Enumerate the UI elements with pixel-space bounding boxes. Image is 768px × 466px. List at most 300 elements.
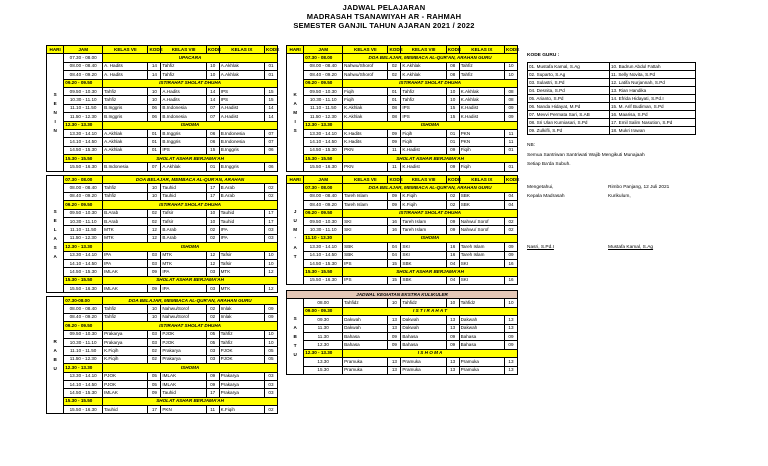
schedule-cell: 08.00 - 08.40 <box>64 62 103 70</box>
schedule-table-3 <box>286 45 518 172</box>
schedule-cell: SKI <box>401 243 446 251</box>
table-row <box>287 332 518 340</box>
schedule-cell: IMLAK <box>103 285 148 293</box>
schedule-cell: 06 <box>206 129 219 137</box>
time-cell: 15.30 - 15.50 <box>64 397 103 405</box>
table-row <box>287 243 518 251</box>
schedule-cell: 12 <box>148 226 161 234</box>
schedule-cell: 14.10 - 14.50 <box>64 259 103 267</box>
schedule-cell: 08.00 - 08.40 <box>64 184 103 192</box>
teacher-code-cell: 16. Maarisa, S.Pd <box>610 111 696 119</box>
schedule-cell: 01 <box>148 138 161 146</box>
schedule-cell: IPS <box>219 87 264 95</box>
schedule-cell: B.Indonesia <box>161 104 206 112</box>
table-row <box>47 406 278 414</box>
day-label: K A M I S <box>287 54 304 171</box>
schedule-cell: 02 <box>446 192 459 200</box>
schedule-cell: Fiqih <box>343 87 388 95</box>
schedule-cell: PJOK <box>103 372 148 380</box>
schedule-cell: 11 <box>206 406 219 414</box>
schedule-cell: PJOK <box>219 355 264 363</box>
schedule-cell: Tauhid <box>219 209 264 217</box>
schedule-cell: 03 <box>148 259 161 267</box>
schedule-cell: 15 <box>388 259 401 267</box>
table-row <box>287 163 518 171</box>
schedule-cell: 13 <box>446 358 459 366</box>
activity-banner: UPACARA <box>103 54 278 62</box>
schedule-cell: 07 <box>206 113 219 121</box>
schedule-cell: SBK <box>343 251 388 259</box>
schedule-cell: 08.40 - 09.20 <box>64 71 103 79</box>
table-row <box>47 259 278 267</box>
activity-banner: I S T I R A H A T <box>343 307 518 315</box>
schedule-cell: Prakarya <box>161 355 206 363</box>
schedule-cell: 01 <box>388 96 401 104</box>
activity-banner: SHOLAT ASHAR BERJAMA'AH <box>103 397 278 405</box>
schedule-cell: Tafsir <box>161 209 206 217</box>
schedule-cell: A. Hadits <box>103 62 148 70</box>
column-header: JAM <box>304 176 343 184</box>
schedule-cell: A.Hadits <box>161 96 206 104</box>
table-row <box>47 121 278 129</box>
schedule-cell: 10 <box>446 87 459 95</box>
table-row <box>287 121 518 129</box>
schedule-cell: 16 <box>505 276 518 284</box>
time-cell: 15.30 - 15.50 <box>64 155 103 163</box>
schedule-cell: IMLAK <box>161 372 206 380</box>
schedule-cell: MTK <box>219 285 264 293</box>
schedule-cell: 10 <box>148 96 161 104</box>
table-row <box>287 62 518 70</box>
schedule-table-1 <box>46 175 278 293</box>
schedule-cell: Prakarya <box>161 347 206 355</box>
schedule-cell: K.Fiqih <box>103 347 148 355</box>
schedule-cell: K.Akhlak <box>459 87 504 95</box>
schedule-cell: Tauhid <box>161 192 206 200</box>
table-row <box>47 276 278 284</box>
column-header: KODE <box>206 46 219 54</box>
schedule-cell: 11.10 - 11.50 <box>64 104 103 112</box>
schedule-cell: 01 <box>505 146 518 154</box>
schedule-cell: A.Hadist <box>219 104 264 112</box>
table-row <box>287 316 518 324</box>
activity-banner: ISHOMA <box>343 234 518 242</box>
schedule-cell: 09 <box>388 129 401 137</box>
schedule-cell: Prakarya <box>219 372 264 380</box>
schedule-table-0 <box>46 45 278 172</box>
table-row <box>287 259 518 267</box>
column-header: KELAS VIII <box>401 46 446 54</box>
table-row <box>47 243 278 251</box>
schedule-cell: 05 <box>206 330 219 338</box>
schedule-cell: 09 <box>446 163 459 171</box>
table-row <box>287 217 518 225</box>
schedule-cell: 09 <box>388 138 401 146</box>
schedule-cell: K.Hadist <box>459 104 504 112</box>
schedule-cell: 14.50 - 15.30 <box>304 259 343 267</box>
column-header: KELAS IX <box>459 46 504 54</box>
table-row <box>287 79 518 87</box>
table-row <box>287 324 518 332</box>
schedule-cell: 11.30 <box>304 332 343 340</box>
table-row <box>47 54 278 62</box>
activity-banner: I S H O M A <box>343 349 518 357</box>
teacher-code-cell: 01. Mustafa Kamal, S.Ag <box>528 63 610 71</box>
table-row <box>47 129 278 137</box>
schedule-cell: 16 <box>388 217 401 225</box>
schedule-cell: 16 <box>446 243 459 251</box>
schedule-cell: 08.00 - 08.40 <box>304 192 343 200</box>
schedule-cell: 09 <box>505 104 518 112</box>
schedule-cell: Pramuka <box>343 358 388 366</box>
schedule-cell: Fiqih <box>401 138 446 146</box>
column-header: KELAS IX <box>459 176 504 184</box>
schedule-cell: Pramuka <box>343 366 388 374</box>
schedule-cell: 10 <box>388 299 401 307</box>
schedule-cell: 11.50 - 12.30 <box>64 234 103 242</box>
schedule-cell: 02 <box>388 62 401 70</box>
schedule-cell: 05 <box>148 380 161 388</box>
schedule-cell: 07 <box>265 138 278 146</box>
schedule-cell: IPS <box>401 113 446 121</box>
time-cell: 15.30 - 15.50 <box>64 276 103 284</box>
table-row <box>47 184 278 192</box>
schedule-cell: A.Akhlak <box>103 138 148 146</box>
column-header: KODE <box>446 46 459 54</box>
schedule-cell: 09.50 - 10.30 <box>304 87 343 95</box>
schedule-cell: 15.50 - 16.30 <box>64 406 103 414</box>
schedule-cell: Bahasa <box>459 341 504 349</box>
schedule-cell: K.Hadits <box>343 129 388 137</box>
schedule-cell: 12 <box>148 234 161 242</box>
time-cell: 11.10 - 13.30 <box>304 234 343 242</box>
schedule-cell: 03 <box>206 285 219 293</box>
schedule-cell: B.Inggris <box>161 129 206 137</box>
teacher-code-cell: 06. Nanda Hidayat, M.Pd <box>528 103 610 111</box>
table-row <box>47 355 278 363</box>
time-cell: 09.20 - 09.50 <box>304 209 343 217</box>
schedule-cell: B.Inggris <box>219 146 264 154</box>
table-row <box>47 380 278 388</box>
table-row <box>47 146 278 154</box>
column-header: JAM <box>304 46 343 54</box>
schedule-cell: 10 <box>505 71 518 79</box>
activity-banner: DOA BELAJAR, MEMBACA AL-QUR'AN, ARAHAN <box>103 176 278 184</box>
schedule-cell: K.Fiqih <box>103 355 148 363</box>
schedule-cell: 05 <box>148 372 161 380</box>
schedule-cell: K.Hadist <box>459 113 504 121</box>
schedule-cell: 08.40 - 09.20 <box>64 192 103 200</box>
table-header-row <box>47 46 278 54</box>
schedule-cell: Tauhid <box>161 184 206 192</box>
table-row <box>287 192 518 200</box>
schedule-cell: 14 <box>265 104 278 112</box>
teacher-code-cell: 14. Efrida Hidayati, S.Pd.I <box>610 95 696 103</box>
schedule-cell: 10 <box>148 192 161 200</box>
schedule-cell: Pramuka <box>401 358 446 366</box>
teacher-code-cell: 13. Rian Handika <box>610 87 696 95</box>
day-label: S A B T U <box>287 299 304 375</box>
teacher-code-cell: 15. M. Arif Budiman, S.Pd <box>610 103 696 111</box>
schedule-cell: 04 <box>388 243 401 251</box>
table-row <box>287 349 518 357</box>
teacher-code-cell: 18. Mukri Irawan <box>610 127 696 135</box>
activity-banner: SHOLAT ASHAR BERJAMA'AH <box>343 268 518 276</box>
table-row <box>287 268 518 276</box>
schedule-cell: Fiqih <box>401 129 446 137</box>
schedule-cell: 09 <box>388 341 401 349</box>
schedule-cell: 12 <box>264 268 277 276</box>
schedule-cell: 06 <box>148 113 161 121</box>
schedule-cell: A.Hadist <box>219 113 264 121</box>
schedule-cell: 10 <box>264 338 277 346</box>
schedule-cell: SBK <box>401 259 446 267</box>
schedule-cell: Imlak <box>219 313 264 321</box>
schedule-cell: 14 <box>265 113 278 121</box>
note-line-1: Semua Santriwan Santriwati Wajib Mengikuti Munajaah <box>527 153 645 158</box>
table-row <box>47 163 278 171</box>
schedule-cell: Dakwah <box>401 324 446 332</box>
schedule-cell: PJOK <box>103 380 148 388</box>
table-row <box>287 104 518 112</box>
schedule-cell: 04 <box>505 201 518 209</box>
activity-banner: ISHOMA <box>343 121 518 129</box>
activity-banner: SHOLAT ASHAR BERJAMA'AH <box>103 276 278 284</box>
schedule-cell: B.Arab <box>219 192 264 200</box>
schedule-cell: IMLAK <box>161 380 206 388</box>
table-row <box>287 201 518 209</box>
schedule-cell: 09.50 - 10.30 <box>64 330 103 338</box>
schedule-cell: 02 <box>446 201 459 209</box>
schedule-cell: 09 <box>446 146 459 154</box>
table-row <box>47 96 278 104</box>
schedule-cell: 17 <box>206 184 219 192</box>
table-row <box>47 87 278 95</box>
schedule-cell: IPA <box>103 259 148 267</box>
schedule-cell: 09 <box>148 285 161 293</box>
table-row <box>47 217 278 225</box>
schedule-cell: 03 <box>206 268 219 276</box>
schedule-cell: 17 <box>206 192 219 200</box>
activity-banner: ISHOMA <box>103 121 278 129</box>
schedule-cell: K.Fiqih <box>219 406 264 414</box>
schedule-cell: 14 <box>148 62 161 70</box>
schedule-cell: 05 <box>264 347 277 355</box>
schedule-cell: Prakarya <box>219 389 264 397</box>
schedule-cell: 02 <box>505 217 518 225</box>
schedule-cell: 09 <box>148 389 161 397</box>
teacher-code-row <box>528 111 696 119</box>
schedule-cell: Dakwah <box>459 316 504 324</box>
schedule-cell: IPA <box>219 234 264 242</box>
table-row <box>47 268 278 276</box>
schedule-cell: Tahfiz <box>459 62 504 70</box>
schedule-cell: 08 <box>446 62 459 70</box>
schedule-cell: 14.10 - 14.50 <box>304 138 343 146</box>
schedule-cell: Tareh Islam <box>401 217 446 225</box>
schedule-cell: B.Arab <box>103 217 148 225</box>
schedule-cell: 05 <box>264 355 277 363</box>
schedule-cell: 08 <box>505 87 518 95</box>
column-header: KODE <box>446 176 459 184</box>
schedule-cell: 10.30 - 11.10 <box>64 96 103 104</box>
schedule-cell: 08 <box>446 71 459 79</box>
schedule-cell: 09 <box>148 268 161 276</box>
schedule-cell: A.Akhlak <box>103 146 148 154</box>
schedule-cell: 04 <box>505 192 518 200</box>
schedule-cell: B.Arab <box>219 184 264 192</box>
schedule-cell: Tahfiz <box>459 71 504 79</box>
table-row <box>47 285 278 293</box>
schedule-cell: 17 <box>206 389 219 397</box>
schedule-cell: IPS <box>161 146 206 154</box>
schedule-cell: Tahfiz <box>401 87 446 95</box>
schedule-cell: 12 <box>206 259 219 267</box>
table-row <box>287 146 518 154</box>
time-cell: 09.20 - 09.50 <box>64 201 103 209</box>
schedule-cell: Tareh Islam <box>459 251 504 259</box>
schedule-cell: 10 <box>264 259 277 267</box>
schedule-cell: Dakwah <box>459 324 504 332</box>
activity-banner: DOA BELAJAR, MEMBACA AL-QUR'AN, ARAHAN GURU <box>343 54 518 62</box>
schedule-cell: 10.30 - 11.10 <box>304 226 343 234</box>
table-row <box>287 209 518 217</box>
schedule-cell: 15.50 - 16.30 <box>64 163 103 171</box>
table-row <box>47 305 278 313</box>
schedule-cell: 02 <box>264 184 277 192</box>
schedule-cell: 02 <box>206 234 219 242</box>
schedule-cell: 10 <box>206 62 219 70</box>
schedule-cell: IPS <box>219 96 264 104</box>
activity-banner: ISHOMA <box>103 243 278 251</box>
table-row <box>47 234 278 242</box>
schedule-cell: 13 <box>446 366 459 374</box>
table-row <box>287 184 518 192</box>
schedule-cell: 11 <box>505 129 518 137</box>
schedule-cell: Tahfiz <box>219 330 264 338</box>
schedule-cell: Tahfiz <box>161 71 206 79</box>
schedule-cell: 04 <box>446 259 459 267</box>
schedule-cell: Tafsir <box>161 217 206 225</box>
table-row <box>47 297 278 305</box>
schedule-cell: 08 <box>505 96 518 104</box>
schedule-cell: Bahasa <box>401 332 446 340</box>
teacher-code-row <box>528 127 696 135</box>
column-header: HARI <box>47 46 64 54</box>
schedule-cell: 07 <box>206 104 219 112</box>
document-header <box>0 3 768 30</box>
schedule-cell: 05 <box>206 338 219 346</box>
schedule-cell: 08 <box>388 113 401 121</box>
table-row <box>287 358 518 366</box>
schedule-cell: 01 <box>388 87 401 95</box>
schedule-cell: IPS <box>343 276 388 284</box>
table-row <box>287 366 518 374</box>
schedule-cell: 09.50 - 10.30 <box>64 209 103 217</box>
schedule-cell: B.Inggris <box>219 163 264 171</box>
schedule-cell: Tahfiz <box>103 184 148 192</box>
schedule-cell: 13 <box>504 316 517 324</box>
schedule-cell: Tauhid <box>161 389 206 397</box>
schedule-cell: 10.30 - 11.10 <box>64 338 103 346</box>
table-row <box>47 389 278 397</box>
schedule-cell: 08.40 - 09.20 <box>64 313 103 321</box>
schedule-cell: Tahfiz <box>161 62 206 70</box>
schedule-cell: IPA <box>103 251 148 259</box>
schedule-table-ekstra <box>286 290 518 375</box>
day-label: J U M ' A T <box>287 184 304 285</box>
schedule-cell: K.Akhlak <box>401 71 446 79</box>
table-row <box>287 226 518 234</box>
schedule-cell: 13.30 - 14.10 <box>64 129 103 137</box>
schedule-cell: MTK <box>161 251 206 259</box>
schedule-cell: 07 <box>148 163 161 171</box>
schedule-cell: 13 <box>446 324 459 332</box>
activity-banner: ISTIRAHAT SHOLAT DHUHA <box>103 79 278 87</box>
schedule-cell: B.Indonesia <box>219 129 264 137</box>
schedule-cell: 06 <box>206 138 219 146</box>
schedule-cell: PJOK <box>219 347 264 355</box>
schedule-cell: SBK <box>343 243 388 251</box>
schedule-cell: IPA <box>161 268 206 276</box>
schedule-cell: B.Inggris <box>103 113 148 121</box>
schedule-cell: 02 <box>148 209 161 217</box>
schedule-cell: 03 <box>206 355 219 363</box>
schedule-cell: Tahfiz <box>103 313 148 321</box>
schedule-cell: Nahwu/ Sorof <box>459 226 504 234</box>
schedule-cell: 10 <box>504 299 517 307</box>
teacher-code-cell: 12. Latifa Nurjannah, S.Pd <box>610 79 696 87</box>
schedule-cell: Tahfidz <box>459 299 504 307</box>
schedule-cell: IPS <box>401 104 446 112</box>
schedule-cell: Bahasa <box>343 332 388 340</box>
schedule-cell: 10 <box>206 209 219 217</box>
schedule-cell: 01 <box>148 129 161 137</box>
schedule-cell: A.Akhlak <box>161 163 206 171</box>
schedule-cell: 12.30 <box>304 341 343 349</box>
schedule-cell: IPA <box>219 226 264 234</box>
signature-place-date: Rimbo Panjang, 12 Juli 2021 <box>608 185 670 190</box>
schedule-cell: 09 <box>504 341 517 349</box>
table-row <box>47 226 278 234</box>
teacher-code-row <box>528 71 696 79</box>
column-header: HARI <box>287 176 304 184</box>
schedule-cell: 02 <box>505 226 518 234</box>
schedule-cell: SKI <box>459 276 504 284</box>
activity-banner: DOA BELAJAR, MEMBACA AL-QUR'AN, ARAHAN GURU <box>103 297 278 305</box>
table-row <box>287 307 518 315</box>
table-row <box>287 276 518 284</box>
schedule-cell: 15 <box>446 113 459 121</box>
schedule-cell: 09.50 - 10.30 <box>304 217 343 225</box>
schedule-cell: 17 <box>264 209 277 217</box>
teacher-code-cell: 08. Sri Ulan Kurniasari, S.Pd <box>528 119 610 127</box>
schedule-cell: 14 <box>148 71 161 79</box>
schedule-cell: Nahwu/Shorof <box>343 71 388 79</box>
schedule-cell: PJOK <box>161 330 206 338</box>
schedule-cell: 11.10 - 11.50 <box>64 347 103 355</box>
schedule-cell: 01 <box>265 71 278 79</box>
activity-banner: ISHOMA <box>103 364 278 372</box>
activity-banner: ISTIRAHAT SHOLAT DHUHA <box>343 79 518 87</box>
schedule-cell: Dakwah <box>343 324 388 332</box>
schedule-cell: 09 <box>206 372 219 380</box>
day-label: R A B U <box>47 297 64 414</box>
schedule-cell: 09 <box>505 243 518 251</box>
time-cell: 09.20 - 09.50 <box>64 79 103 87</box>
schedule-cell: Tareh Islam <box>343 192 388 200</box>
schedule-cell: 03 <box>264 389 277 397</box>
